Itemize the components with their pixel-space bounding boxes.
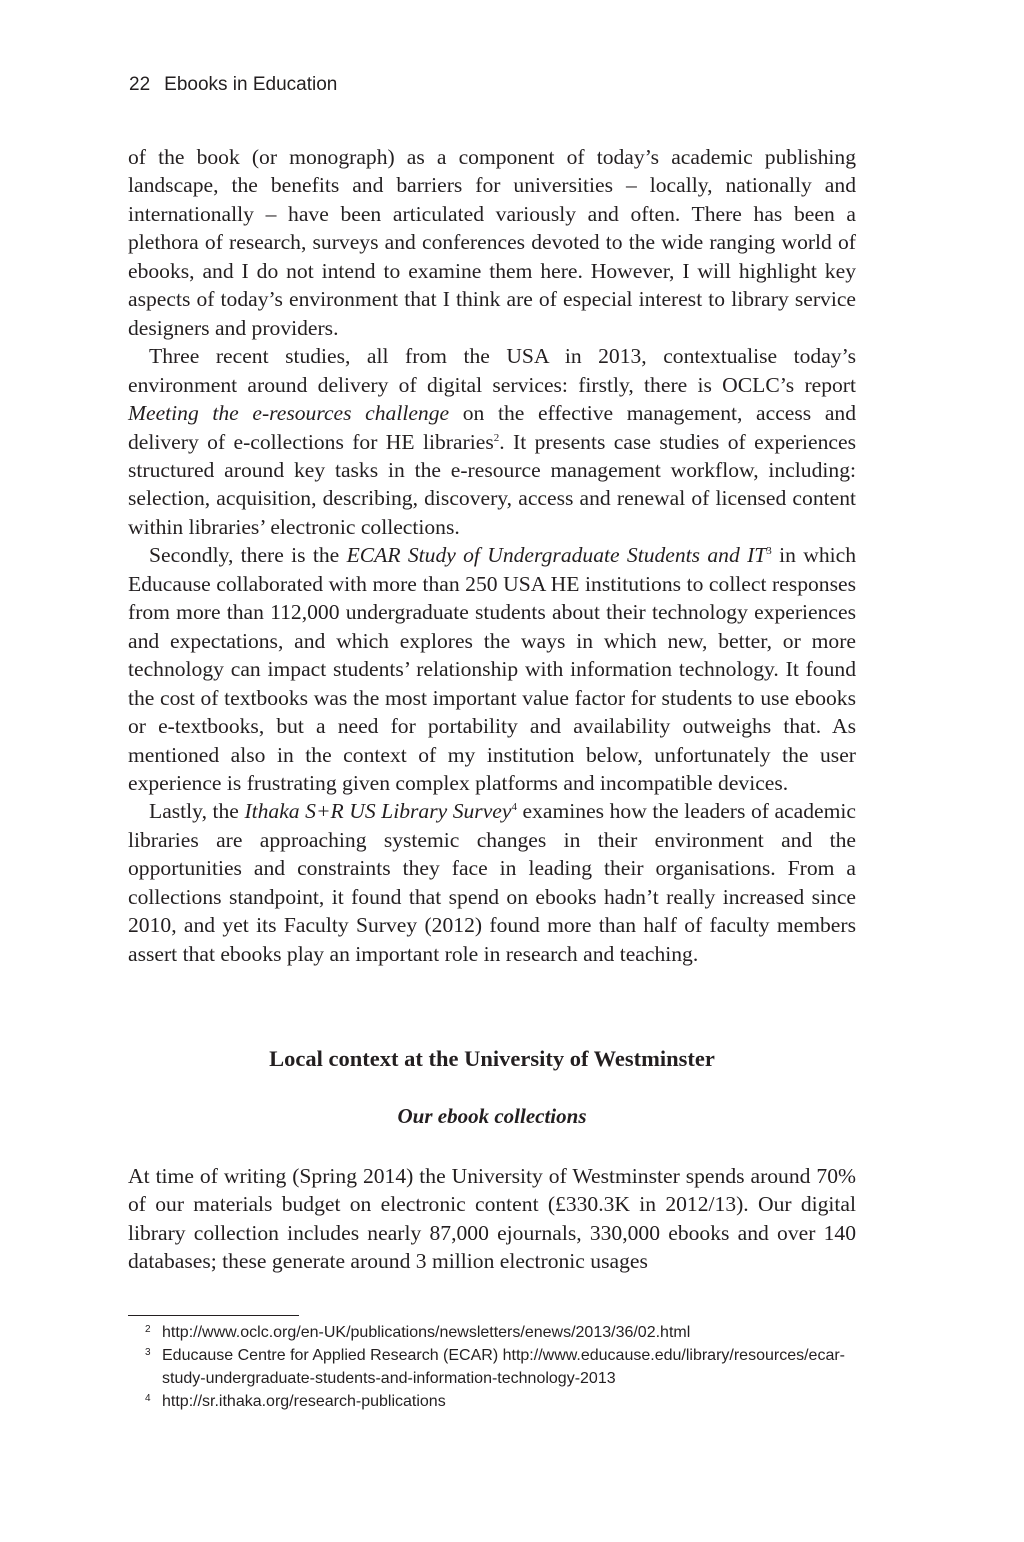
- footnote-divider: [128, 1315, 299, 1316]
- footnote-number: 3: [145, 1347, 151, 1358]
- running-title: Ebooks in Education: [164, 74, 338, 95]
- footnote-ref: 2: [493, 431, 500, 444]
- paragraph-ecar: [128, 541, 856, 797]
- footnote-ref: 3: [766, 545, 772, 558]
- paragraph-continued: of the book (or monograph) as a component of today’s academic publishing landscape, the benefits and barriers for universities – locally, nationally and internationally – have been articulated variously and often. There has been a plethora of research, surveys and conferences devoted to the wide ranging world of ebooks, and I do not intend to examine them here. However, I will highlight key aspects of today’s environment that I think are of especial interest to library service designers and providers.: [128, 145, 856, 340]
- footnote-text: Educause Centre for Applied Research (ECAR) http://www.educause.edu/library/resources/ecar-study-undergraduate-students-and-information-technology-2013: [162, 1347, 845, 1387]
- text-run: in which Educause collaborated with more than 250 USA HE institutions to collect responses from more than 112,000 undergraduate students about their technology experiences and expectations, and which explores the ways in which new, better, or more technology can impact students’ relationship with information technology. It found the cost of textbooks was the most important value factor for students to use ebooks or e-textbooks, but a need for portability and availability outweighs that. As mentioned also in the context of my institution below, unfortunately the user experience is frustrating given complex platforms and incompatible devices.: [128, 543, 856, 795]
- footnote: [128, 1344, 856, 1390]
- text-run: Three recent studies, all from the USA in 2013, contextualise today’s environment around delivery of digital services: firstly, there is OCLC’s report: [128, 344, 856, 397]
- footnotes: [128, 1321, 856, 1413]
- paragraph-ithaka: [128, 797, 856, 968]
- survey-title: Ithaka S+R US Library Survey: [244, 799, 512, 824]
- body-text: [128, 143, 856, 968]
- running-header: [129, 74, 337, 96]
- study-title: ECAR Study of Undergraduate Students and IT: [346, 543, 767, 568]
- text-run: . It presents case studies of experiences structured around key tasks in the e-resource management workflow, including: selection, acquisition, describing, discovery, access and renewal of licensed content within libraries’ electronic collections.: [128, 429, 856, 539]
- text-run: Lastly, the: [149, 799, 245, 824]
- section-heading: Local context at the University of Westminster: [269, 1046, 715, 1071]
- text-run: examines how the leaders of academic libraries are approaching systemic changes in their environment and the opportunities and constraints they face in leading their organisations. From a collections standpoint, it found that spend on ebooks hadn’t really increased since 2010, and yet its Faculty Survey (2012) found more than half of faculty members assert that ebooks play an important role in research and teaching.: [128, 799, 856, 966]
- report-title: Meeting the e-resources challenge: [128, 401, 450, 426]
- footnote-text: http://sr.ithaka.org/research-publications: [162, 1393, 446, 1410]
- footnote-number: 2: [145, 1324, 151, 1335]
- subsection-heading: Our ebook collections: [397, 1104, 587, 1128]
- page-number: 22: [129, 74, 151, 95]
- footnote: [128, 1390, 856, 1413]
- paragraph-collections: At time of writing (Spring 2014) the University of Westminster spends around 70% of our materials budget on electronic content (£330.3K in 2012/13). Our digital library collection includes nearly 87,000 ejournals, 330,000 ebooks and over 140 databases; these generate around 3 million electronic usages: [128, 1164, 856, 1274]
- footnote-ref: 4: [511, 801, 517, 814]
- footnote-number: 4: [145, 1393, 151, 1404]
- paragraph-three-studies: [128, 342, 856, 541]
- footnote-text: http://www.oclc.org/en-UK/publications/newsletters/enews/2013/36/02.html: [162, 1324, 691, 1341]
- footnote: [128, 1321, 856, 1344]
- text-run: Secondly, there is the: [149, 543, 347, 568]
- text-run: on the effective management, access and delivery of e-collections for HE libraries: [128, 401, 856, 454]
